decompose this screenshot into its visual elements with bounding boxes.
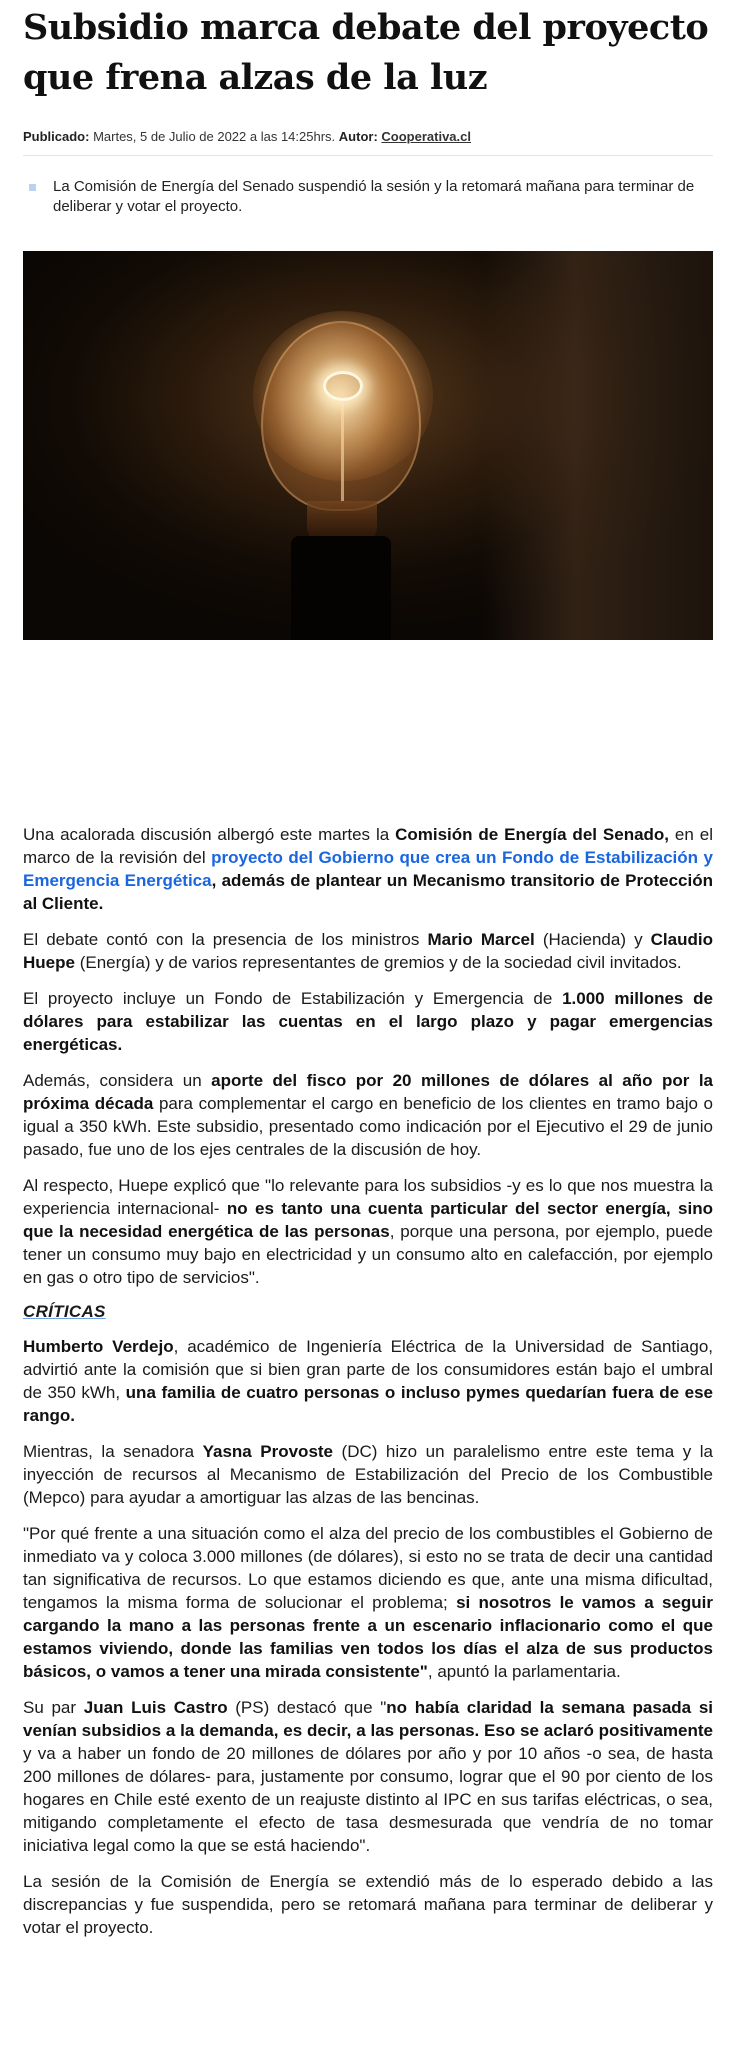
text: (PS) destacó que " <box>227 1698 387 1717</box>
paragraph-7 <box>23 1440 713 1509</box>
paragraph-8 <box>23 1522 713 1683</box>
text: , académico de Ingeniería Eléctrica de la Universidad de Santiago, advirtió ante la comisión que si bien gran parte de los consumidores están bajo el umbral de 350 kWh, <box>23 1337 713 1402</box>
published-date: Martes, 5 de Julio de 2022 a las 14:25hrs. <box>89 129 339 144</box>
article-summary <box>23 177 713 235</box>
bold-text: 1.000 millones de dólares para estabilizar las cuentas en el largo plazo y pagar emergencias energéticas. <box>23 989 713 1054</box>
bold-text: Claudio Huepe <box>23 930 713 972</box>
article-meta <box>23 126 713 148</box>
text: Al respecto, Huepe explicó que "lo relevante para los subsidios -y es lo que nos muestra la experiencia internacional- <box>23 1176 713 1218</box>
text: , porque una persona, por ejemplo, puede tener un consumo muy bajo en electricidad y un consumo alto en calefacción, por ejemplo en gas o otro tipo de servicios". <box>23 1222 713 1287</box>
text: para complementar el cargo en beneficio de los clientes en tramo bajo o igual a 350 kWh. Este subsidio, presentado como indicación por el Ejecutivo el 29 de junio pasado, fue uno de los ejes centrales de la discusión de hoy. <box>23 1094 713 1159</box>
text: , apuntó la parlamentaria. <box>427 1662 621 1681</box>
author-label: Autor: <box>338 129 378 144</box>
text: "Por qué frente a una situación como el alza del precio de los combustibles el Gobierno de inmediato va y coloca 3.000 millones (de dólares), si esto no se trata de decir una cantidad tan significativa de recursos. Lo que estamos diciendo es que, ante una misma dificultad, tengamos la misma forma de solucionar el problema; <box>23 1524 713 1612</box>
paragraph-3 <box>23 987 713 1056</box>
photo-filament <box>323 371 363 401</box>
text: (Energía) y de varios representantes de gremios y de la sociedad civil invitados. <box>74 953 682 972</box>
paragraph-10 <box>23 1870 713 1939</box>
author-link[interactable]: Cooperativa.cl <box>381 129 471 144</box>
article-body <box>23 823 713 1939</box>
bold-text: aporte del fisco por 20 millones de dólares al año por la próxima década <box>23 1071 713 1113</box>
text: (DC) hizo un paralelismo entre este tema y la inyección de recursos al Mecanismo de Estabilización del Precio de los Combustible (Mepco) para ayudar a amortiguar las alzas de las bencinas. <box>23 1442 713 1507</box>
bold-text: si nosotros le vamos a seguir cargando la mano a las personas frente a un escenario inflacionario como el que estamos viviendo, donde las familias ven todos los días el alza de sus productos básicos, o vamos a tener una mirada consistente" <box>23 1593 714 1681</box>
paragraph-5 <box>23 1174 713 1289</box>
bold-text: Yasna Provoste <box>202 1442 334 1461</box>
bold-text: una familia de cuatro personas o incluso pymes quedarían fuera de ese rango. <box>23 1383 714 1425</box>
paragraph-4 <box>23 1069 713 1161</box>
headline: Subsidio marca debate del proyecto que frena alzas de la luz <box>23 7 709 98</box>
text: y va a haber un fondo de 20 millones de dólares por año y por 10 años -o sea, de hasta 200 millones de dólares- para, justamente por consumo, lograr que el 90 por ciento de los hogares en Chile esté exento de un reajuste distinto al IPC en sus tarifas eléctricas, o sea, mitigando completamente el efecto de tasa desmesurada que vendría de no tomar iniciativa legal como la que se está haciendo". <box>23 1744 713 1855</box>
text: Mientras, la senadora <box>23 1442 203 1461</box>
paragraph-2 <box>23 928 713 974</box>
meta-divider <box>23 155 713 156</box>
paragraph-1 <box>23 823 713 915</box>
bold-text: Comisión de Energía del Senado, <box>395 825 670 844</box>
ad-placeholder <box>23 640 713 823</box>
bold-text: no había claridad la semana pasada si venían subsidios a la demanda, es decir, a las personas. Eso se aclaró positivamente <box>23 1698 713 1740</box>
photo-socket <box>291 536 391 640</box>
text: Además, considera un <box>23 1071 212 1090</box>
text: La sesión de la Comisión de Energía se extendió más de lo esperado debido a las discrepancias y fue suspendida, pero se retomará mañana para terminar de deliberar y votar el proyecto. <box>23 1872 713 1937</box>
project-link[interactable]: proyecto del Gobierno que crea un Fondo de Estabilización y Emergencia Energética <box>23 848 713 890</box>
published-label: Publicado: <box>23 129 90 144</box>
photo-wall-shading <box>483 251 713 640</box>
bold-text: no es tanto una cuenta particular del sector energía, sino que la necesidad energética de las personas <box>23 1199 713 1241</box>
text: El debate contó con la presencia de los ministros <box>23 930 428 949</box>
lightbulb-image <box>23 251 713 640</box>
section-title: CRÍTICAS <box>23 1302 106 1321</box>
summary-bullet-icon <box>29 184 36 191</box>
summary-text: La Comisión de Energía del Senado suspendió la sesión y la retomará mañana para terminar de deliberar y votar el proyecto. <box>53 178 695 215</box>
bold-text: Humberto Verdejo <box>23 1337 174 1356</box>
text: El proyecto incluye un Fondo de Estabilización y Emergencia de <box>23 989 563 1008</box>
text: (Hacienda) y <box>534 930 651 949</box>
bold-text: , además de plantear un Mecanismo transitorio de Protección al Cliente. <box>23 871 713 913</box>
bold-text: Juan Luis Castro <box>83 1698 228 1717</box>
paragraph-9 <box>23 1696 713 1857</box>
photo-bulb-neck <box>307 501 377 541</box>
photo-filament-stem <box>341 401 344 501</box>
text: en el marco de la revisión del <box>23 825 713 867</box>
paragraph-6 <box>23 1335 713 1427</box>
bold-text: Mario Marcel <box>427 930 535 949</box>
text: Una acalorada discusión albergó este martes la <box>23 825 396 844</box>
text: Su par <box>23 1698 84 1717</box>
